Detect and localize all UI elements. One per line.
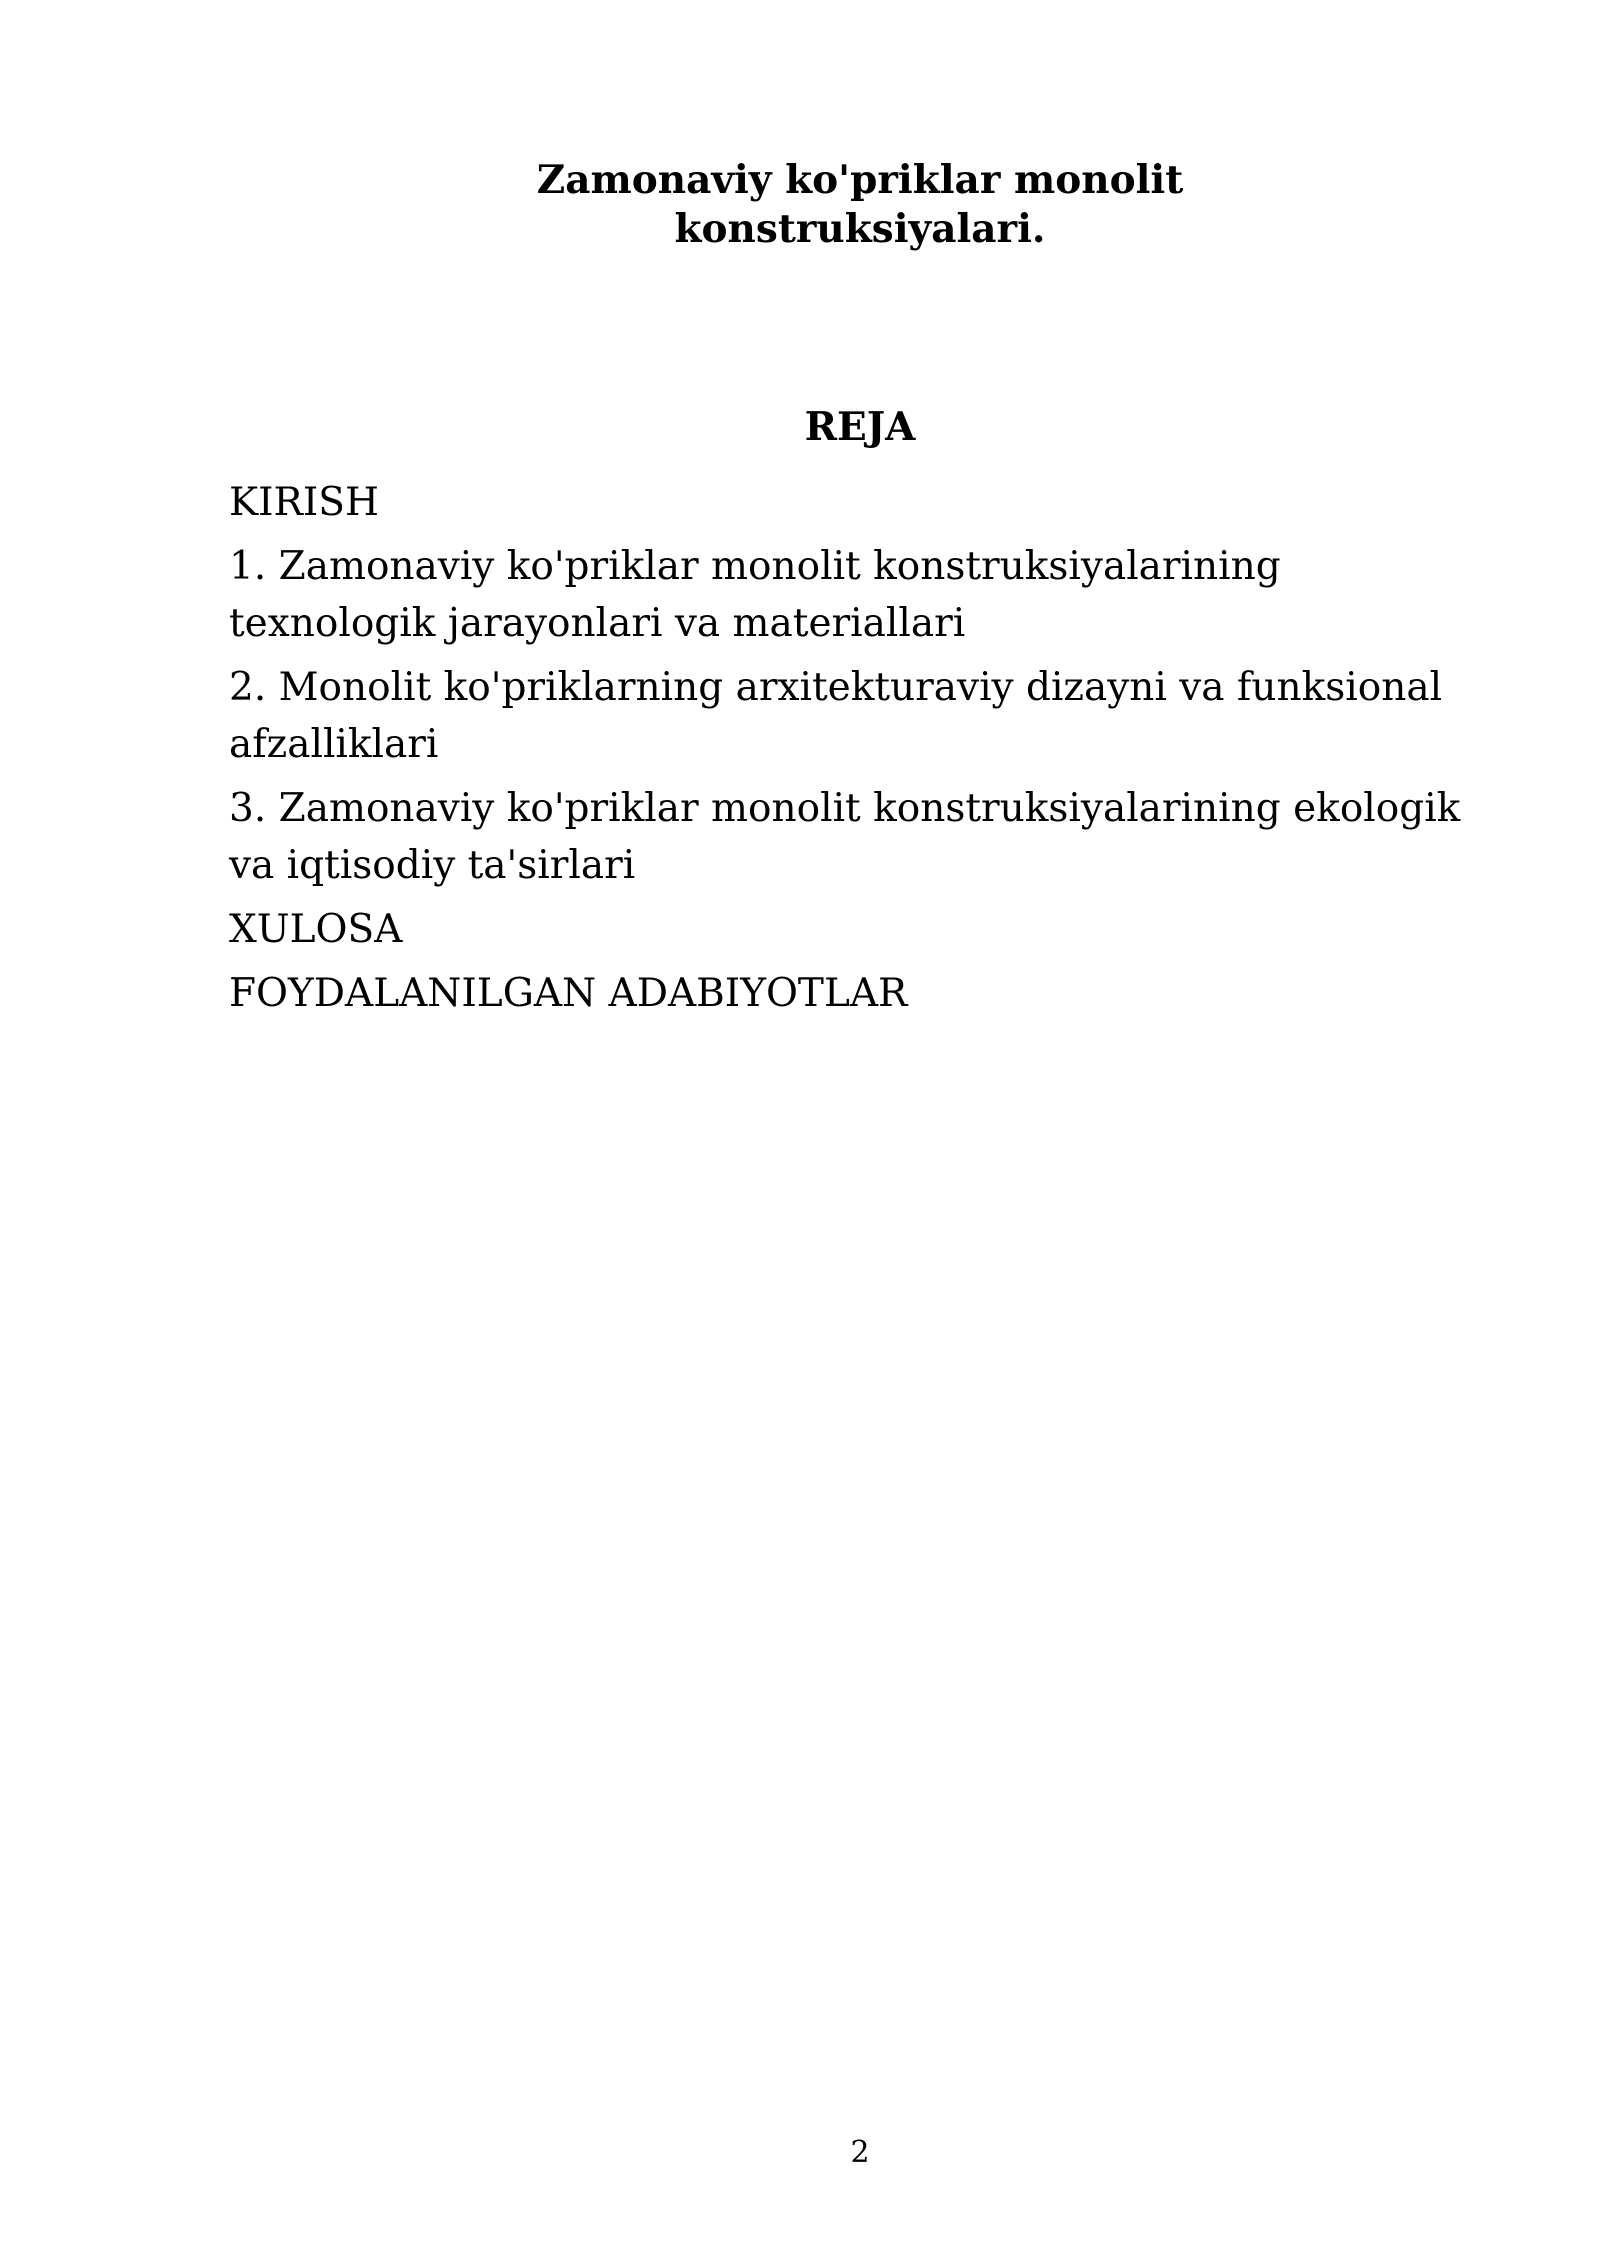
toc-item-introduction: KIRISH bbox=[229, 480, 380, 525]
title-line: konstruksiyalari. bbox=[674, 206, 1046, 252]
toc-item-conclusion: XULOSA bbox=[229, 907, 403, 952]
toc-item-3: 3. Zamonaviy ko'priklar monolit konstruksiyalarining ekologik va iqtisodiy ta'sirlari bbox=[229, 786, 1461, 888]
plan-heading: REJA bbox=[804, 404, 916, 450]
page-number: 2 bbox=[850, 2135, 870, 2170]
table-of-contents bbox=[229, 474, 1499, 1029]
toc-item-1: 1. Zamonaviy ko'priklar monolit konstruksiyalarining texnologik jarayonlari va materiallari bbox=[229, 544, 1281, 646]
title-line: Zamonaviy ko'priklar monolit bbox=[536, 157, 1184, 203]
document-title bbox=[460, 156, 1260, 254]
toc-item-references: FOYDALANILGAN ADABIYOTLAR bbox=[229, 971, 908, 1016]
toc-item-2: 2. Monolit ko'priklarning arxitekturaviy dizayni va funksional afzalliklari bbox=[229, 665, 1443, 767]
